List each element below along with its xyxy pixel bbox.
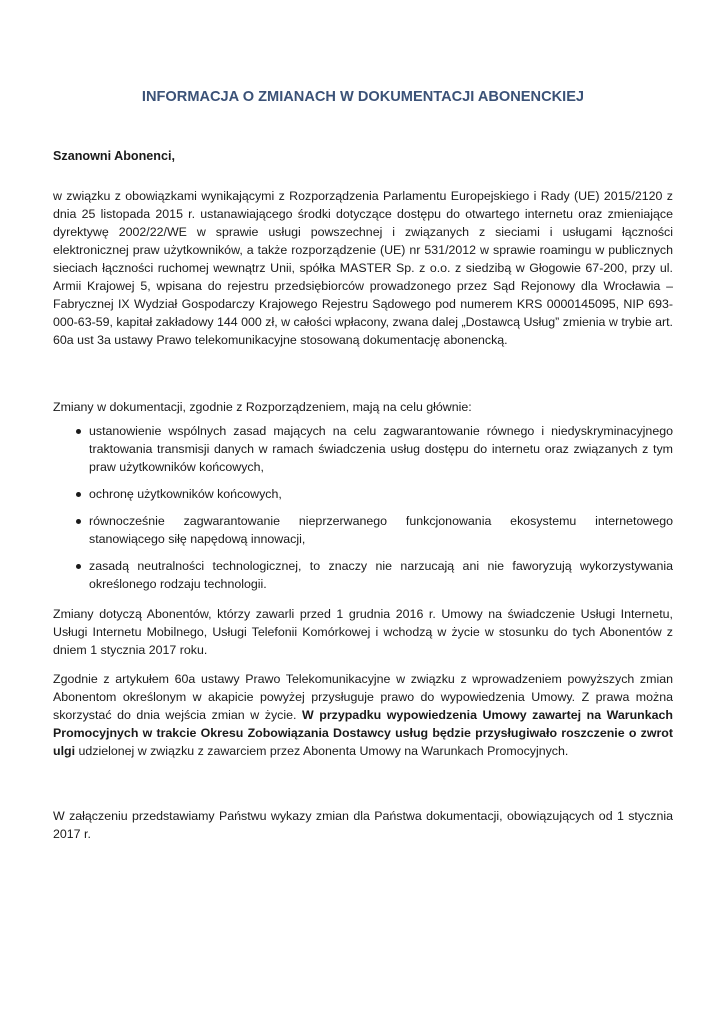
attachment-paragraph: W załączeniu przedstawiamy Państwu wykazy zmian dla Państwa dokumentacji, obowiązujących od 1 stycznia 2017 r. [53, 809, 673, 841]
bullet-icon [76, 564, 81, 569]
list-item [53, 422, 673, 476]
termination-text-1: Zgodnie z artykułem 60a ustawy Prawo Telekomunikacyjne w związku z wprowadzeniem powyższych zmian Abonentom określonym w akapicie powyżej przysługuje prawo do wypowiedzenia Umowy. Z prawa można skorzystać do dnia wejścia zmian w życie. [53, 672, 673, 722]
bullet-icon [76, 492, 81, 497]
list-item-text: zasadą neutralności technologicznej, to znaczy nie narzucają ani nie faworyzują wykorzystywania określonego rodzaju technologii. [89, 559, 673, 591]
list-item [53, 512, 673, 548]
termination-bold-text: W przypadku wypowiedzenia Umowy zawartej na Warunkach Promocyjnych w trakcie Okresu Zobowiązania Dostawcy usług będzie przysługiwało roszczenie o zwrot ulgi [53, 708, 673, 758]
list-item [53, 557, 673, 593]
greeting: Szanowni Abonenci, [53, 149, 175, 163]
list-item [53, 485, 673, 503]
termination-paragraph [53, 670, 673, 760]
document-title: INFORMACJA O ZMIANACH W DOKUMENTACJI ABONENCKIEJ [141, 89, 585, 105]
list-item-text: ochronę użytkowników końcowych, [89, 487, 282, 501]
scope-paragraph: Zmiany dotyczą Abonentów, którzy zawarli przed 1 grudnia 2016 r. Umowy na świadczenie Usługi Internetu, Usługi Internetu Mobilnego, Usługi Telefonii Komórkowej i wchodzą w życie w stosunku do tych Abonentów z dniem 1 stycznia 2017 roku. [53, 607, 673, 657]
intro-paragraph: w związku z obowiązkami wynikającymi z Rozporządzenia Parlamentu Europejskiego i Rady (UE) 2015/2120 z dnia 25 listopada 2015 r. ustanawiającego środki dotyczące dostępu do otwartego internetu oraz zmieniające dyrektywę 2002/22/WE w sprawie usługi powszechnej i związanych z sieciami i usługami łączności elektronicznej praw użytkowników, a także rozporządzenie (UE) nr 531/2012 w sprawie roamingu w publicznych sieciach łączności ruchomej wewnątrz Unii, spółka MASTER Sp. z o.o. z siedzibą w Głogowie 67-200, przy ul. Armii Krajowej 5, wpisana do rejestru przedsiębiorców prowadzonego przez Sąd Rejonowy dla Wrocławia – Fabrycznej IX Wydział Gospodarczy Krajowego Rejestru Sądowego pod numerem KRS 0000145095, NIP 693-000-63-59, kapitał zakładowy 144 000 zł, w całości wpłacony, zwana dalej „Dostawcą Usług” zmienia w trybie art. 60a ust 3a ustawy Prawo telekomunikacyjne stosowaną dokumentację abonencką. [53, 189, 673, 347]
goals-list [53, 422, 673, 602]
list-item-text: równocześnie zagwarantowanie nieprzerwanego funkcjonowania ekosystemu internetowego stanowiącego siłę napędową innowacji, [89, 514, 673, 546]
bullet-icon [76, 519, 81, 524]
termination-text-2: udzielonej w związku z zawarciem przez Abonenta Umowy na Warunkach Promocyjnych. [75, 744, 569, 758]
list-item-text: ustanowienie wspólnych zasad mających na celu zagwarantowanie równego i niedyskryminacyjnego traktowania transmisji danych w ramach świadczenia usług dostępu do internetu oraz związanych z tym praw użytkowników końcowych, [89, 424, 673, 474]
bullet-icon [76, 429, 81, 434]
goals-intro: Zmiany w dokumentacji, zgodnie z Rozporządzeniem, mają na celu głównie: [53, 400, 472, 414]
